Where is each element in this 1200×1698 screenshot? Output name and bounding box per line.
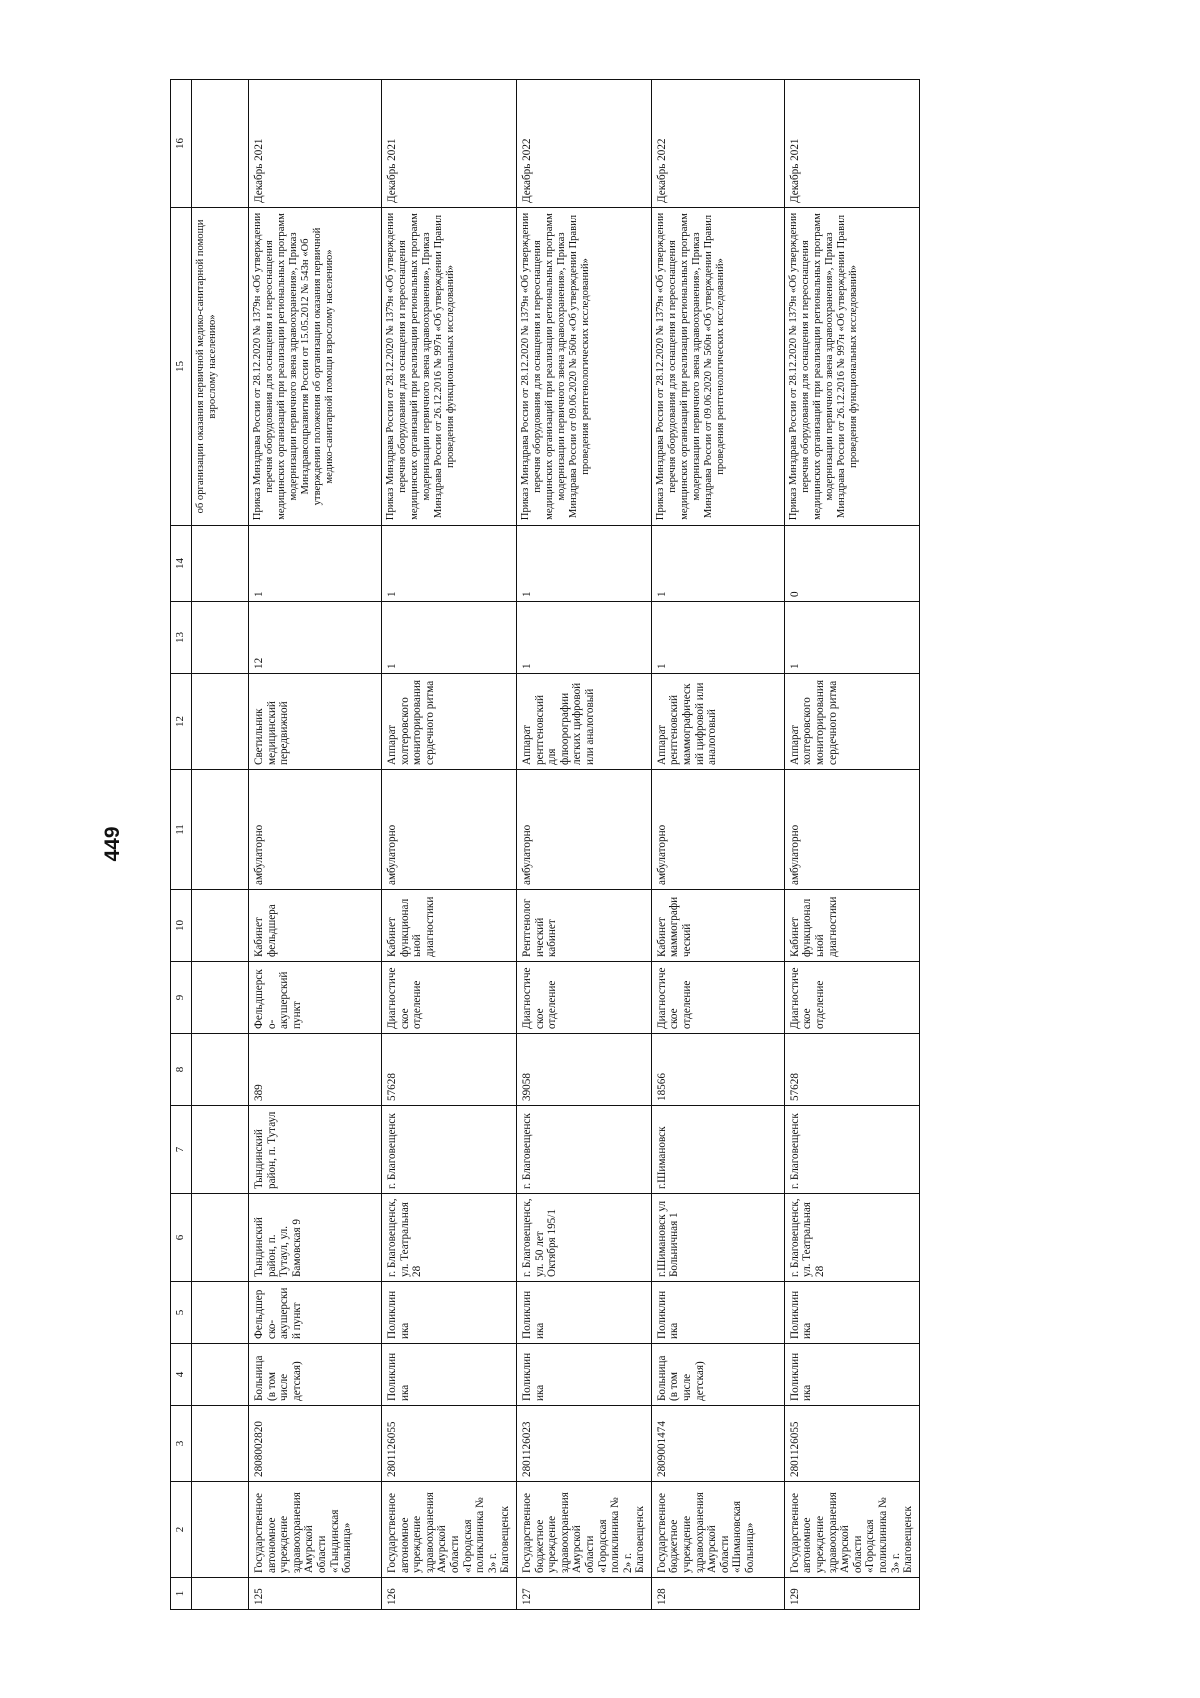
legal-basis-cell: Приказ Минздрава России от 28.12.2020 № 1379н «Об утверждении перечня оборудования для оснащения и переоснащения медицинских организаций при реализации региональных программ модернизации первичного звена здравоохранения», Приказ Минздравсоцразвития России от 15.05.2012 № 543н «Об утверждении положения об организации оказания первичной медико-санитарной помощи взрослому населению» (249, 208, 382, 526)
inn-cell: 2808002820 (249, 1406, 382, 1482)
room-cell: Кабинет фельдшера (249, 890, 382, 962)
deadline-cell: Декабрь 2022 (651, 80, 784, 208)
population-cell: 18566 (651, 1034, 784, 1106)
column-number: 16 (171, 80, 192, 208)
care-form-cell: амбулаторно (516, 770, 651, 890)
column-number: 11 (171, 770, 192, 890)
equipment-cell: Светильник медицинский передвижной (249, 674, 382, 770)
organization-cell: Государственное автономное учреждение здравоохранения Амурской области «Тындинская больница» (249, 1482, 382, 1578)
organization-cell: Государственное автономное учреждение здравоохранения Амурской области «Городская поликлиника № 3» г. Благовещенск (382, 1482, 517, 1578)
municipality-cell: г. Благовещенск (382, 1106, 517, 1194)
quantity-need-cell: 1 (516, 602, 651, 674)
quantity-plan-cell: 0 (784, 526, 919, 602)
column-number: 13 (171, 602, 192, 674)
division-cell: Фельдшерско-акушерский пункт (249, 962, 382, 1034)
address-cell: г. Благовещенск, ул. Театральная 28 (784, 1194, 919, 1282)
equipment-cell: Аппарат рентгеновский для флюорографии легких цифровой или аналоговый (516, 674, 651, 770)
legal-basis-cell: Приказ Минздрава России от 28.12.2020 № 1379н «Об утверждении перечня оборудования для оснащения и переоснащения медицинских организаций при реализации региональных программ модернизации первичного звена здравоохранения», Приказ Минздрава России от 26.12.2016 № 997н «Об утверждении Правил проведения функциональных исследований» (382, 208, 517, 526)
column-number: 2 (171, 1482, 192, 1578)
equipment-cell: Аппарат холтеровского мониторирования сердечного ритма (382, 674, 517, 770)
column-number: 9 (171, 962, 192, 1034)
inn-cell: 2809001474 (651, 1406, 784, 1482)
equipment-table (170, 79, 920, 1610)
population-cell: 57628 (784, 1034, 919, 1106)
unit-type-cell: Поликлиника (651, 1282, 784, 1344)
table-row (784, 80, 919, 1610)
division-cell: Диагностическое отделение (784, 962, 919, 1034)
column-number: 4 (171, 1344, 192, 1406)
quantity-plan-cell: 1 (249, 526, 382, 602)
inn-cell: 2801126055 (784, 1406, 919, 1482)
organization-cell: Государственное автономное учреждение здравоохранения Амурской области «Городская поликлиника № 3» г. Благовещенск (784, 1482, 919, 1578)
facility-type-cell: Больница (в том числе детская) (249, 1344, 382, 1406)
unit-type-cell: Поликлиника (382, 1282, 517, 1344)
room-cell: Кабинет функциональной диагностики (382, 890, 517, 962)
municipality-cell: г. Благовещенск (784, 1106, 919, 1194)
facility-type-cell: Больница (в том числе детская) (651, 1344, 784, 1406)
division-cell: Диагностическое отделение (516, 962, 651, 1034)
row-number-cell: 128 (651, 1578, 784, 1610)
unit-type-cell: Поликлиника (784, 1282, 919, 1344)
column-number: 6 (171, 1194, 192, 1282)
page-number: 449 (101, 826, 124, 862)
table-row (249, 80, 382, 1610)
division-cell: Диагностическое отделение (382, 962, 517, 1034)
quantity-need-cell: 1 (382, 602, 517, 674)
address-cell: г. Благовещенск, ул. Театральная 28 (382, 1194, 517, 1282)
column-number: 5 (171, 1282, 192, 1344)
row-number-cell: 125 (249, 1578, 382, 1610)
column-number-row (171, 80, 192, 1610)
division-cell: Диагностическое отделение (651, 962, 784, 1034)
equipment-cell: Аппарат рентгеновский маммографический цифровой или аналоговый (651, 674, 784, 770)
room-cell: Кабинет функциональной диагностики (784, 890, 919, 962)
equipment-cell: Аппарат холтеровского мониторирования сердечного ритма (784, 674, 919, 770)
inn-cell: 2801126023 (516, 1406, 651, 1482)
facility-type-cell: Поликлиника (382, 1344, 517, 1406)
organization-cell: Государственное бюджетное учреждение здравоохранения Амурской области «Шимановская больница» (651, 1482, 784, 1578)
column-number: 7 (171, 1106, 192, 1194)
row-number-cell: 126 (382, 1578, 517, 1610)
address-cell: г. Благовещенск, ул. 50 лет Октября 195/1 (516, 1194, 651, 1282)
legal-basis-cell: Приказ Минздрава России от 28.12.2020 № 1379н «Об утверждении перечня оборудования для оснащения и переоснащения медицинских организаций при реализации региональных программ модернизации первичного звена здравоохранения», Приказ Минздрава России от 26.12.2016 № 997н «Об утверждении Правил проведения функциональных исследований» (784, 208, 919, 526)
column-number: 1 (171, 1578, 192, 1610)
room-cell: Кабинет маммографический (651, 890, 784, 962)
care-form-cell: амбулаторно (382, 770, 517, 890)
column-number: 15 (171, 208, 192, 526)
column-number: 12 (171, 674, 192, 770)
quantity-need-cell: 1 (651, 602, 784, 674)
care-form-cell: амбулаторно (651, 770, 784, 890)
quantity-plan-cell: 1 (651, 526, 784, 602)
quantity-need-cell: 1 (784, 602, 919, 674)
deadline-cell: Декабрь 2021 (382, 80, 517, 208)
continuation-basis-cell: об организации оказания первичной медико-санитарной помощи взрослому населению» (192, 208, 249, 526)
organization-cell: Государственное бюджетное учреждение здравоохранения Амурской области «Городская поликлиника № 2» г. Благовещенск (516, 1482, 651, 1578)
population-cell: 39058 (516, 1034, 651, 1106)
address-cell: г.Шимановск ул Больничная 1 (651, 1194, 784, 1282)
table-row (651, 80, 784, 1610)
table-row (382, 80, 517, 1610)
row-number-cell: 127 (516, 1578, 651, 1610)
care-form-cell: амбулаторно (784, 770, 919, 890)
continuation-row (192, 80, 249, 1610)
population-cell: 389 (249, 1034, 382, 1106)
legal-basis-cell: Приказ Минздрава России от 28.12.2020 № 1379н «Об утверждении перечня оборудования для оснащения и переоснащения медицинских организаций при реализации региональных программ модернизации первичного звена здравоохранения», Приказ Минздрава России от 09.06.2020 № 560н «Об утверждении Правил проведения рентгенологических исследований» (651, 208, 784, 526)
municipality-cell: Тындинский район, п. Тутаул (249, 1106, 382, 1194)
column-number: 8 (171, 1034, 192, 1106)
municipality-cell: г.Шимановск (651, 1106, 784, 1194)
unit-type-cell: Поликлиника (516, 1282, 651, 1344)
quantity-need-cell: 12 (249, 602, 382, 674)
column-number: 14 (171, 526, 192, 602)
column-number: 10 (171, 890, 192, 962)
legal-basis-cell: Приказ Минздрава России от 28.12.2020 № 1379н «Об утверждении перечня оборудования для оснащения и переоснащения медицинских организаций при реализации региональных программ модернизации первичного звена здравоохранения», Приказ Минздрава России от 09.06.2020 № 560н «Об утверждении Правил проведения рентгенологических исследований» (516, 208, 651, 526)
row-number-cell: 129 (784, 1578, 919, 1610)
deadline-cell: Декабрь 2021 (784, 80, 919, 208)
room-cell: Рентгенологический кабинет (516, 890, 651, 962)
care-form-cell: амбулаторно (249, 770, 382, 890)
facility-type-cell: Поликлиника (784, 1344, 919, 1406)
municipality-cell: г. Благовещенск (516, 1106, 651, 1194)
facility-type-cell: Поликлиника (516, 1344, 651, 1406)
population-cell: 57628 (382, 1034, 517, 1106)
inn-cell: 2801126055 (382, 1406, 517, 1482)
table-row (516, 80, 651, 1610)
quantity-plan-cell: 1 (516, 526, 651, 602)
deadline-cell: Декабрь 2021 (249, 80, 382, 208)
rotated-page-content (170, 80, 1110, 1610)
unit-type-cell: Фельдшерско-акушерский пункт (249, 1282, 382, 1344)
deadline-cell: Декабрь 2022 (516, 80, 651, 208)
address-cell: Тындинский район, п. Тутаул, ул. Бамовская 9 (249, 1194, 382, 1282)
column-number: 3 (171, 1406, 192, 1482)
quantity-plan-cell: 1 (382, 526, 517, 602)
